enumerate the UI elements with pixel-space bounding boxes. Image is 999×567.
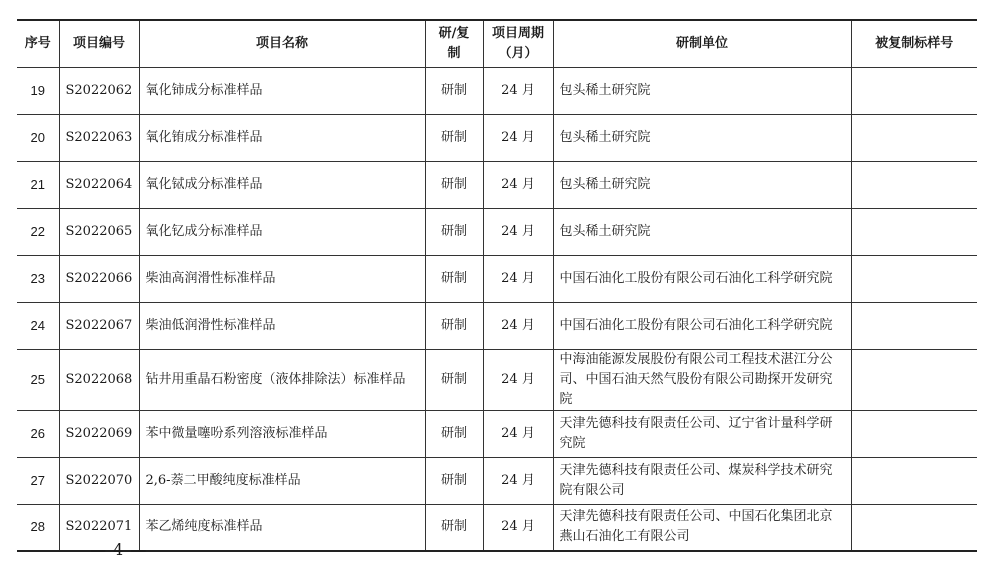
- cell-unit: 包头稀土研究院: [553, 114, 851, 161]
- cell-type: 研制: [425, 67, 483, 114]
- cell-index: 19: [17, 67, 59, 114]
- cell-unit: 中国石油化工股份有限公司石油化工科学研究院: [553, 302, 851, 349]
- table-row: [17, 161, 977, 208]
- header-type: [425, 20, 483, 67]
- cell-index: 23: [17, 255, 59, 302]
- cell-ref: [851, 255, 977, 302]
- cell-ref: [851, 114, 977, 161]
- table-row: [17, 410, 977, 457]
- cell-code: S2022068: [59, 349, 139, 410]
- cell-index: 24: [17, 302, 59, 349]
- cell-name: 苯乙烯纯度标准样品: [139, 504, 425, 551]
- header-type-line2: 制: [447, 45, 461, 61]
- cell-code: S2022063: [59, 114, 139, 161]
- header-period: [483, 20, 553, 67]
- cell-code: S2022062: [59, 67, 139, 114]
- page-number: — 4 —: [90, 540, 148, 559]
- cell-type: 研制: [425, 161, 483, 208]
- cell-ref: [851, 349, 977, 410]
- table-row: [17, 457, 977, 504]
- cell-name: 苯中微量噻吩系列溶液标准样品: [139, 410, 425, 457]
- cell-period: 24 月: [483, 114, 553, 161]
- standards-table: [17, 19, 977, 552]
- header-ref: 被复制标样号: [851, 20, 977, 67]
- table-row: [17, 114, 977, 161]
- table-row: [17, 349, 977, 410]
- table-row: [17, 67, 977, 114]
- header-index: 序号: [17, 20, 59, 67]
- cell-ref: [851, 67, 977, 114]
- cell-period: 24 月: [483, 255, 553, 302]
- cell-code: S2022066: [59, 255, 139, 302]
- cell-name: 2,6-萘二甲酸纯度标准样品: [139, 457, 425, 504]
- cell-ref: [851, 208, 977, 255]
- cell-code: S2022070: [59, 457, 139, 504]
- cell-unit: 包头稀土研究院: [553, 161, 851, 208]
- cell-type: 研制: [425, 302, 483, 349]
- cell-period: 24 月: [483, 457, 553, 504]
- cell-period: 24 月: [483, 67, 553, 114]
- cell-index: 21: [17, 161, 59, 208]
- cell-period: 24 月: [483, 208, 553, 255]
- cell-ref: [851, 504, 977, 551]
- cell-period: 24 月: [483, 504, 553, 551]
- header-period-line2: （月）: [498, 45, 538, 61]
- cell-index: 25: [17, 349, 59, 410]
- cell-type: 研制: [425, 208, 483, 255]
- cell-unit: 中海油能源发展股份有限公司工程技术湛江分公司、中国石油天然气股份有限公司勘探开发研究院: [553, 349, 851, 410]
- cell-name: 柴油低润滑性标准样品: [139, 302, 425, 349]
- cell-period: 24 月: [483, 161, 553, 208]
- cell-unit: 包头稀土研究院: [553, 208, 851, 255]
- cell-name: 氧化铕成分标准样品: [139, 114, 425, 161]
- cell-name: 氧化铽成分标准样品: [139, 161, 425, 208]
- cell-type: 研制: [425, 349, 483, 410]
- cell-type: 研制: [425, 255, 483, 302]
- cell-code: S2022071: [59, 504, 139, 551]
- cell-period: 24 月: [483, 349, 553, 410]
- cell-index: 20: [17, 114, 59, 161]
- cell-ref: [851, 302, 977, 349]
- cell-type: 研制: [425, 114, 483, 161]
- cell-name: 氧化钇成分标准样品: [139, 208, 425, 255]
- cell-code: S2022064: [59, 161, 139, 208]
- cell-unit: 包头稀土研究院: [553, 67, 851, 114]
- cell-unit: 天津先德科技有限责任公司、辽宁省计量科学研究院: [553, 410, 851, 457]
- cell-name: 钻井用重晶石粉密度（液体排除法）标准样品: [139, 349, 425, 410]
- cell-type: 研制: [425, 504, 483, 551]
- cell-name: 氧化铈成分标准样品: [139, 67, 425, 114]
- header-type-line1: 研/复: [438, 25, 470, 41]
- cell-index: 27: [17, 457, 59, 504]
- cell-period: 24 月: [483, 302, 553, 349]
- table-row: [17, 208, 977, 255]
- cell-ref: [851, 410, 977, 457]
- header-unit: 研制单位: [553, 20, 851, 67]
- cell-index: 26: [17, 410, 59, 457]
- cell-code: S2022067: [59, 302, 139, 349]
- table-row: [17, 504, 977, 551]
- cell-unit: 天津先德科技有限责任公司、中国石化集团北京燕山石油化工有限公司: [553, 504, 851, 551]
- cell-name: 柴油高润滑性标准样品: [139, 255, 425, 302]
- cell-ref: [851, 457, 977, 504]
- cell-type: 研制: [425, 457, 483, 504]
- cell-unit: 中国石油化工股份有限公司石油化工科学研究院: [553, 255, 851, 302]
- cell-period: 24 月: [483, 410, 553, 457]
- header-name: 项目名称: [139, 20, 425, 67]
- cell-ref: [851, 161, 977, 208]
- table-row: [17, 302, 977, 349]
- cell-code: S2022069: [59, 410, 139, 457]
- table-header-row: [17, 20, 977, 67]
- header-code: 项目编号: [59, 20, 139, 67]
- header-period-line1: 项目周期: [491, 25, 544, 41]
- cell-type: 研制: [425, 410, 483, 457]
- cell-code: S2022065: [59, 208, 139, 255]
- cell-unit: 天津先德科技有限责任公司、煤炭科学技术研究院有限公司: [553, 457, 851, 504]
- cell-index: 22: [17, 208, 59, 255]
- table-row: [17, 255, 977, 302]
- cell-index: 28: [17, 504, 59, 551]
